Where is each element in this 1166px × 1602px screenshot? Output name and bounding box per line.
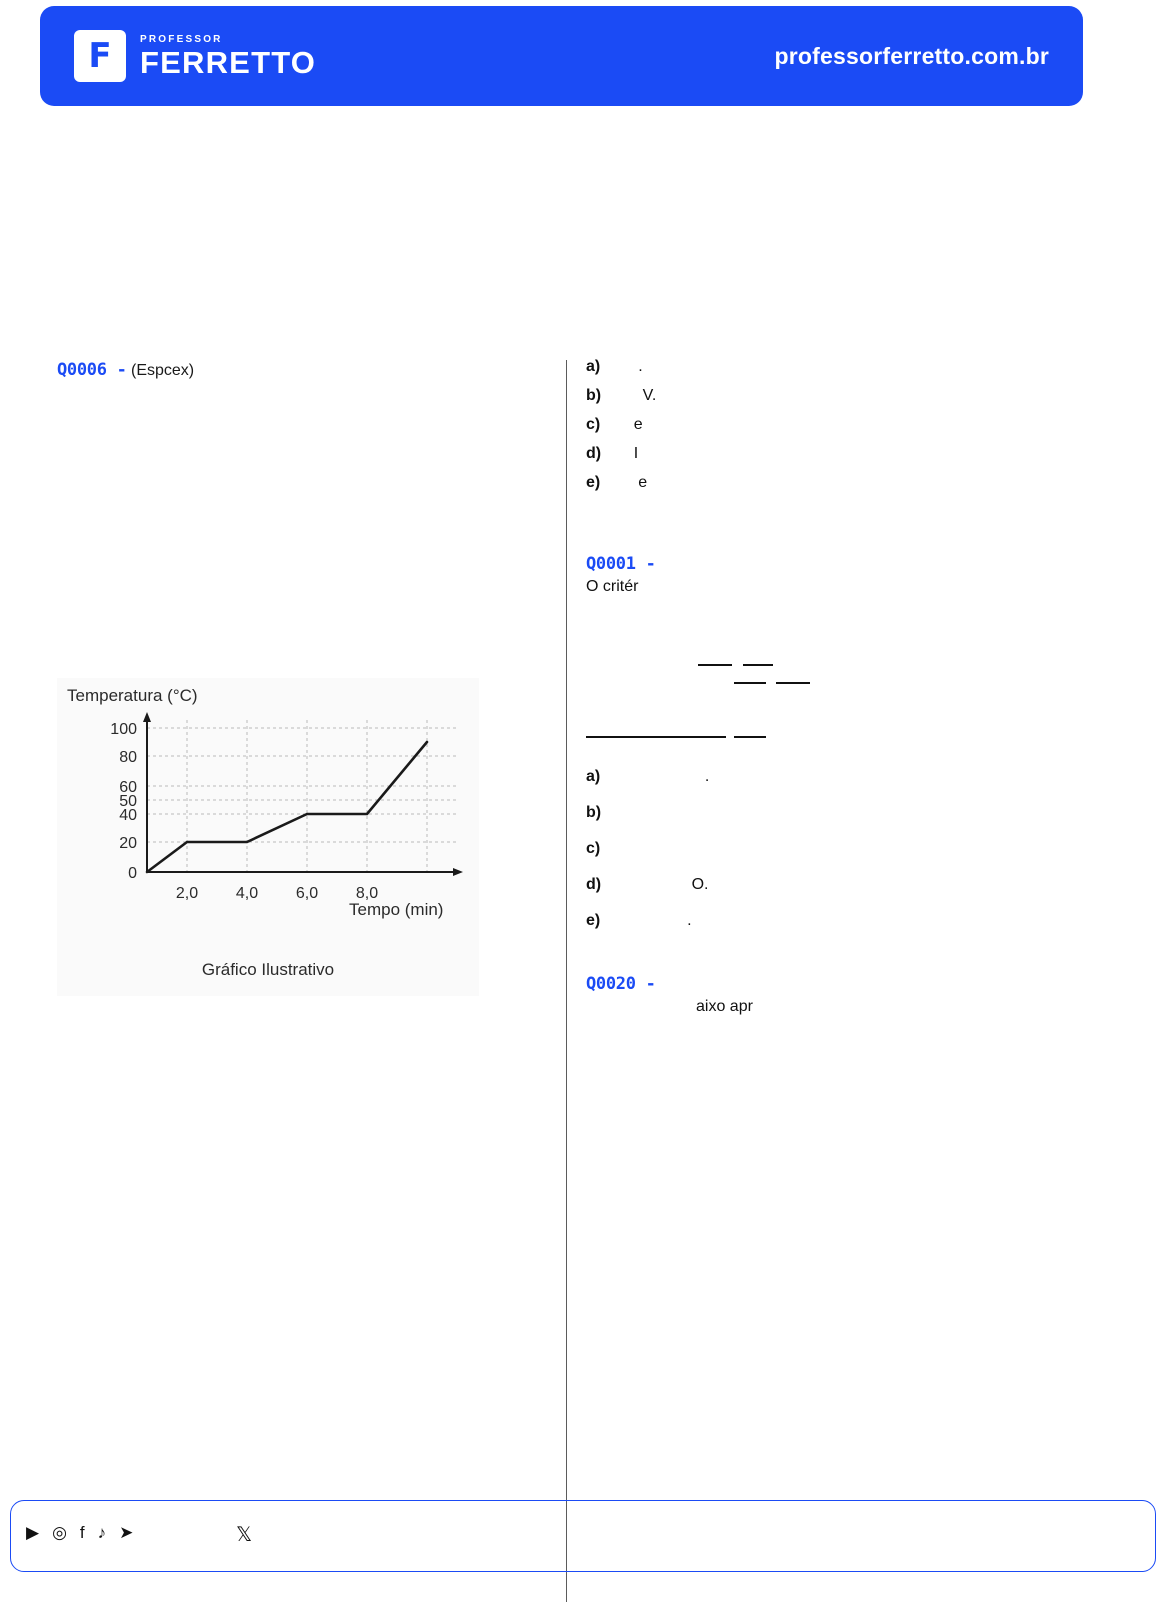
tiktok-icon[interactable]: ♪	[97, 1523, 107, 1542]
chart-figure	[57, 678, 479, 996]
x-twitter-icon[interactable]: 𝕏	[236, 1524, 253, 1546]
facebook-icon[interactable]: f	[79, 1523, 85, 1542]
fraction-bar	[734, 736, 766, 738]
list-item	[586, 474, 1066, 492]
alternative-text: .	[616, 768, 710, 785]
svg-text:6,0: 6,0	[295, 885, 319, 902]
alternative-text: e	[616, 474, 648, 491]
left-column	[57, 360, 527, 384]
logo-wordmark	[140, 34, 316, 78]
instagram-icon[interactable]: ◎	[52, 1523, 67, 1542]
svg-text:20: 20	[119, 835, 137, 852]
logo-top-label: PROFESSOR	[140, 34, 223, 45]
alternative-text: .	[616, 358, 643, 375]
alternative-key: e)	[586, 474, 601, 491]
chart-x-axis-title: Tempo (min)	[349, 900, 444, 919]
svg-text:60: 60	[119, 779, 137, 796]
list-item	[586, 876, 1066, 894]
alternative-key: e)	[586, 912, 601, 929]
list-item	[586, 387, 1066, 405]
question-heading-3	[586, 974, 1066, 994]
question-block-3	[586, 974, 1066, 1016]
site-footer	[10, 1500, 1156, 1572]
brand-logo	[74, 30, 316, 82]
alternative-key: b)	[586, 804, 602, 821]
question-text-3: aixo apr	[696, 998, 753, 1015]
alternative-key: b)	[586, 387, 602, 404]
logo-f-icon: F	[74, 30, 126, 82]
column-divider	[566, 360, 567, 1602]
alternatives-list-2	[586, 768, 1066, 930]
svg-text:2,0: 2,0	[175, 885, 199, 902]
alternative-text: O.	[616, 876, 709, 893]
alternative-text: I	[616, 445, 639, 462]
svg-text:80: 80	[119, 749, 137, 766]
fraction-bar	[586, 736, 726, 738]
social-links[interactable]	[26, 1524, 133, 1541]
right-column	[586, 360, 1066, 1020]
fraction-bar	[734, 682, 766, 684]
list-item	[586, 768, 1066, 786]
list-item	[586, 840, 1066, 858]
svg-text:100: 100	[110, 721, 137, 738]
question-block-2	[586, 554, 1066, 930]
question-code-2: Q0001 -	[586, 554, 656, 574]
list-item	[586, 912, 1066, 930]
svg-text:50: 50	[119, 793, 137, 810]
document-body	[0, 118, 1166, 1488]
svg-text:8,0: 8,0	[355, 885, 379, 902]
alternative-key: c)	[586, 840, 601, 857]
alternative-key: d)	[586, 445, 602, 462]
formula-rules-row-1	[586, 652, 1066, 678]
svg-text:40: 40	[119, 807, 137, 824]
question-code-3: Q0020 -	[586, 974, 656, 994]
alternative-key: a)	[586, 768, 601, 785]
formula-rules-row-3	[586, 726, 1066, 752]
chart-y-axis-title: Temperatura (°C)	[67, 686, 198, 705]
list-item	[586, 445, 1066, 463]
list-item	[586, 358, 1066, 376]
list-item	[586, 416, 1066, 434]
formula-rules-row-2	[586, 678, 1066, 704]
alternative-text: .	[616, 912, 692, 929]
site-url: professorferretto.com.br	[774, 42, 1049, 69]
question-code-1: Q0006 -	[57, 360, 127, 380]
site-header	[40, 6, 1083, 106]
telegram-icon[interactable]: ➤	[119, 1523, 134, 1542]
fraction-bar	[776, 682, 810, 684]
alternatives-list-1	[586, 358, 1066, 492]
svg-text:4,0: 4,0	[235, 885, 259, 902]
question-text-2: O critér	[586, 578, 639, 595]
svg-text:0: 0	[128, 865, 137, 882]
alternative-key: c)	[586, 416, 601, 433]
alternative-text: e	[616, 416, 643, 433]
question-heading-2	[586, 554, 1066, 574]
youtube-icon[interactable]: ▶	[26, 1523, 40, 1542]
fraction-bar	[743, 664, 773, 666]
alternative-text: V.	[616, 387, 657, 404]
alternative-key: d)	[586, 876, 602, 893]
question-heading-1	[57, 360, 527, 380]
chart-caption: Gráfico Ilustrativo	[201, 960, 335, 979]
question-source-1: (Espcex)	[131, 362, 195, 379]
fraction-bar	[698, 664, 732, 666]
logo-bottom-label: FERRETTO	[140, 45, 317, 80]
alternative-key: a)	[586, 358, 601, 375]
list-item	[586, 804, 1066, 822]
